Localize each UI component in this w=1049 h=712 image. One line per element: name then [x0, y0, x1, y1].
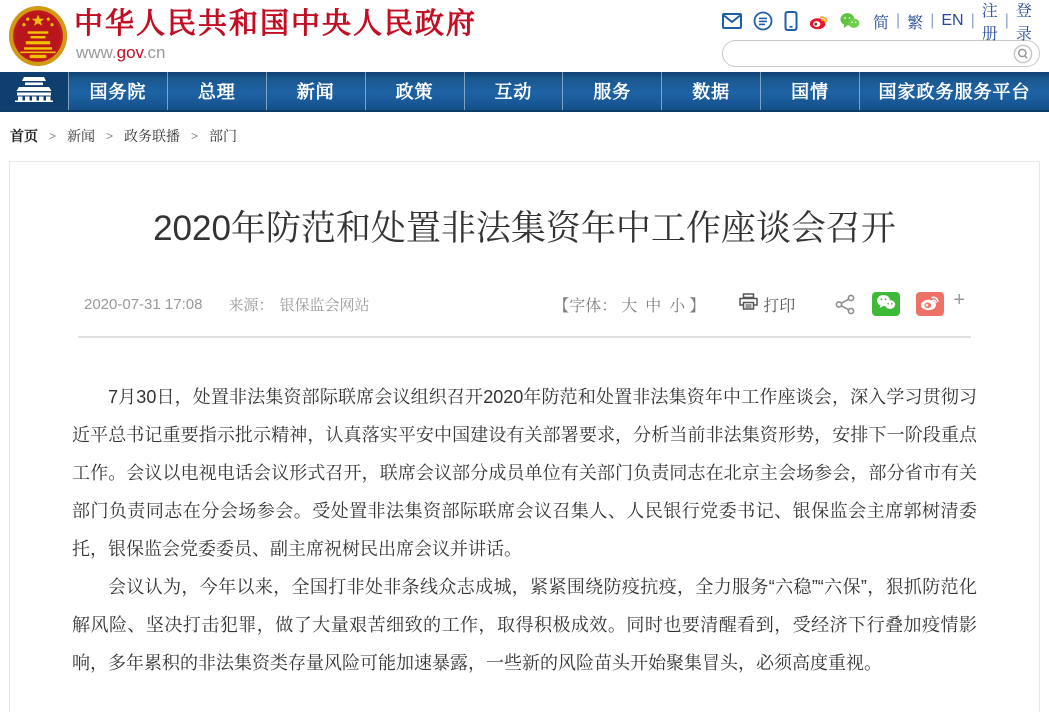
search-box	[722, 40, 1040, 67]
printer-icon	[739, 293, 763, 315]
register-link[interactable]: 注册	[981, 3, 998, 43]
lang-english-link[interactable]: EN	[941, 12, 964, 29]
weibo-icon[interactable]	[809, 11, 829, 31]
site-title: 中华人民共和国中央人民政府	[74, 8, 478, 40]
breadcrumb-separator: >	[106, 129, 114, 143]
site-url-www: www.	[76, 43, 117, 62]
language-links	[873, 0, 1032, 44]
home-icon	[12, 76, 56, 107]
breadcrumb-zhengwu-lianbo[interactable]: 政务联播	[124, 128, 181, 144]
login-link[interactable]: 登录	[1015, 3, 1032, 43]
lang-separator: |	[896, 12, 901, 29]
article-paragraph: 会议认为，今年以来，全国打非处非条线众志成城，紧紧围绕防疫抗疫，全力服务“六稳”“六保”，狠抓防范化解风险、坚决打击犯罪，做了大量艰苦细致的工作，取得积极成效。同时也要清醒看到，受经济下行叠加疫情影响，多年累积的非法集资类存量风险可能加速暴露，一些新的风险苗头开始聚集冒头，必须高度重视。	[72, 577, 977, 673]
print-label: 打印	[763, 297, 796, 315]
mobile-icon[interactable]	[784, 11, 798, 31]
article-body	[72, 378, 977, 682]
nav-item-guowuyuan[interactable]: 国务院	[68, 72, 167, 110]
wechat-icon[interactable]	[840, 11, 860, 31]
nav-item-shuju[interactable]: 数据	[661, 72, 760, 110]
article-meta-row	[72, 289, 977, 316]
more-share-button[interactable]: +	[953, 289, 965, 311]
lang-separator: |	[930, 12, 935, 29]
nav-item-zongli[interactable]: 总理	[167, 72, 266, 110]
message-icon[interactable]	[753, 11, 773, 31]
breadcrumb-separator: >	[49, 129, 57, 143]
article-meta-left	[84, 294, 369, 315]
site-url	[76, 43, 477, 63]
wechat-share-button[interactable]	[872, 292, 900, 316]
article-container	[9, 161, 1040, 712]
breadcrumb-separator: >	[191, 129, 199, 143]
weibo-share-button[interactable]	[916, 292, 944, 316]
site-header	[0, 0, 1049, 72]
font-size-small-button[interactable]: 小	[669, 297, 686, 315]
mail-icon[interactable]	[722, 11, 742, 31]
article-meta-right	[553, 289, 965, 316]
lang-traditional-link[interactable]: 繁	[907, 14, 924, 32]
nav-item-zhengce[interactable]: 政策	[365, 72, 464, 110]
weibo-share-icon	[920, 294, 940, 315]
nav-item-xinwen[interactable]: 新闻	[266, 72, 365, 110]
breadcrumb-home[interactable]: 首页	[10, 128, 38, 144]
font-size-medium-button[interactable]: 中	[645, 297, 662, 315]
article-date: 2020-07-31 17:08	[84, 295, 203, 313]
article-paragraph: 7月30日，处置非法集资部际联席会议组织召开2020年防范和处置非法集资年中工作座谈会，深入学习贯彻习近平总书记重要指示批示精神，认真落实平安中国建设有关部署要求，分析当前非法集资形势，安排下一阶段重点工作。会议以电视电话会议形式召开，联席会议部分成员单位有关部门负责同志在北京主会场参会，部分省市有关部门负责同志在分会场参会。受处置非法集资部际联席会议召集人、人民银行党委书记、银保监会主席郭树清委托，银保监会党委委员、副主席祝树民出席会议并讲话。	[72, 387, 977, 559]
meta-divider	[78, 336, 971, 338]
font-size-widget	[553, 293, 705, 316]
nav-item-zhengwu-platform[interactable]: 国家政务服务平台	[859, 72, 1049, 110]
lang-separator: |	[970, 12, 975, 29]
font-size-large-button[interactable]: 大	[621, 297, 638, 315]
lang-simplified-link[interactable]: 简	[873, 14, 890, 32]
article-source-label: 来源：	[228, 296, 274, 314]
header-links-row	[722, 3, 1040, 43]
share-icon[interactable]	[835, 294, 856, 315]
article-title: 2020年防范和处置非法集资年中工作座谈会召开	[153, 209, 896, 248]
lang-separator: |	[1004, 12, 1009, 29]
breadcrumb-bumen[interactable]: 部门	[209, 128, 238, 144]
nav-item-hudong[interactable]: 互动	[464, 72, 563, 110]
nav-home-button[interactable]	[0, 72, 68, 110]
wechat-share-icon	[876, 294, 896, 315]
nav-item-fuwu[interactable]: 服务	[562, 72, 661, 110]
national-emblem-icon	[8, 5, 68, 67]
site-url-gov: gov	[116, 43, 143, 62]
main-nav	[0, 72, 1049, 112]
breadcrumb	[0, 112, 1049, 158]
font-size-label-open: 【字体：	[553, 297, 618, 315]
site-url-cn: .cn	[142, 43, 166, 62]
breadcrumb-news[interactable]: 新闻	[67, 128, 96, 144]
search-icon[interactable]	[1013, 44, 1033, 64]
search-input[interactable]	[735, 44, 1013, 64]
font-size-label-close: 】	[689, 297, 706, 315]
header-right	[722, 3, 1040, 67]
site-identity	[74, 8, 477, 63]
article-source: 银保监会网站	[279, 296, 370, 314]
print-button[interactable]	[739, 293, 795, 316]
nav-item-guoqing[interactable]: 国情	[760, 72, 859, 110]
